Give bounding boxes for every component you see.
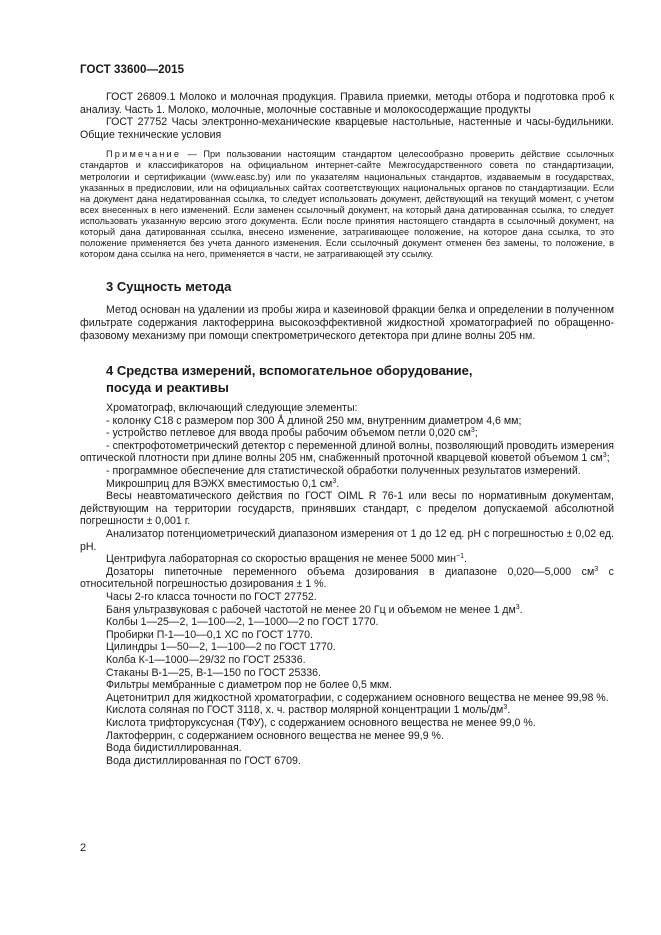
reference-item: ГОСТ 27752 Часы электронно-механические кварцевые настольные, настенные и часы-будильники. Общие технические условия: [80, 116, 614, 141]
equipment-item-tail: с относительной погрешностью дозирования ± 1 %.: [80, 565, 614, 591]
note-text: — При пользовании настоящим стандартом целесообразно проверить действие ссылочных стандартов и классификаторов на официальном интернет-сайте Межгосударственного совета по стандартизации, метрологии и сертификации (www.easc.by) или по указателям национальных стандартов, издаваемым в государствах, указанных в предисловии, или на официальных сайтах соответствующих национальных органов по стандартизации. Если на документ дана недатированная ссылка, то следует использовать документ, действующий на текущий момент, с учетом всех внесенных в него изменений. Если заменен ссылочный документ, на который дана датированная ссылка, то следует использовать указанную версию этого документа. Если после принятия настоящего стандарта в ссылочный документ, на который дана датированная ссылка, внесено изменение, затрагивающее положение, на которое дана ссылка, то это положение применяется без учета данного изменения. Если ссылочный документ отменен без замены, то положение, в котором дана ссылка на него, применяется в части, не затрагивающей эту ссылку.: [80, 149, 614, 260]
section-3-text: Метод основан на удалении из пробы жира и казеиновой фракции белка и определении в полученном фильтрате содержания лактоферрина высокоэффективной жидкостной хроматографией по обращенно-фазовому механизму при помощи спектрометрического детектора при длине волны 205 нм.: [80, 304, 614, 342]
equipment-item: [80, 427, 614, 440]
equipment-item: [80, 440, 614, 465]
equipment-item: [80, 679, 614, 692]
reference-item: ГОСТ 26809.1 Молоко и молочная продукция. Правила приемки, методы отбора и подготовка проб к анализу. Часть 1. Молоко, молочные, молочные составные и молокосодержащие продукты: [80, 91, 614, 116]
equipment-item-text: Лактоферрин, с содержанием основного вещества не менее 99,9 %.: [106, 729, 444, 742]
equipment-item-text: Колбы 1—25—2, 1—100—2, 1—1000—2 по ГОСТ 1770.: [106, 616, 379, 629]
equipment-item: [80, 755, 614, 768]
superscript: 3: [470, 427, 475, 435]
note-label: Примечание: [106, 149, 182, 160]
equipment-item: [80, 629, 614, 642]
equipment-item: [80, 402, 614, 415]
equipment-item-tail: .: [336, 477, 340, 490]
equipment-item: [80, 616, 614, 629]
equipment-item-text: - программное обеспечение для статистической обработки полученных результатов измерений.: [106, 465, 581, 478]
section-4-title-line1: 4 Средства измерений, вспомогательное оборудование,: [106, 363, 473, 379]
equipment-item: [80, 528, 614, 553]
equipment-item: [80, 478, 614, 491]
superscript: 3: [515, 603, 520, 611]
equipment-item-tail: ;: [474, 427, 478, 440]
page-number: 2: [80, 842, 87, 854]
equipment-item-text: Микрошприц для ВЭЖХ вместимостью 0,1 см: [106, 477, 333, 490]
equipment-item: [80, 654, 614, 667]
equipment-item-tail: .: [464, 553, 467, 566]
note-paragraph: [80, 149, 614, 260]
section-3-heading: 3 Сущность метода: [106, 279, 232, 295]
equipment-item-text: Кислота соляная по ГОСТ 3118, х. ч. раствор молярной концентрации 1 моль/дм: [106, 704, 504, 717]
equipment-list: [80, 402, 614, 767]
equipment-item: [80, 566, 614, 591]
equipment-item: [80, 490, 614, 528]
equipment-item: [80, 704, 614, 717]
equipment-item-tail: .: [519, 603, 523, 616]
equipment-item-text: Вода бидистиллированная.: [106, 742, 242, 755]
section-4-title-line2: посуда и реактивы: [106, 380, 229, 396]
equipment-item: [80, 717, 614, 730]
equipment-item: [80, 553, 614, 566]
equipment-item-text: Цилиндры 1—50—2, 1—100—2 по ГОСТ 1770.: [106, 641, 336, 654]
equipment-item-tail: .: [507, 704, 511, 717]
equipment-item-text: - колонку С18 с размером пор 300 Å длиной 250 мм, внутренним диаметром 4,6 мм;: [106, 414, 522, 427]
equipment-item-text: Фильтры мембранные с диаметром пор не более 0,5 мкм.: [106, 679, 392, 692]
equipment-item-text: Колба К-1—1000—29/32 по ГОСТ 25336.: [106, 653, 306, 666]
equipment-item-text: Ацетонитрил для жидкостной хроматографии, с содержанием основного вещества не менее 99,98 %.: [106, 691, 609, 704]
equipment-item: [80, 415, 614, 428]
superscript: 3: [332, 477, 337, 485]
equipment-item: [80, 604, 614, 617]
equipment-item-text: Вода дистиллированная по ГОСТ 6709.: [106, 754, 301, 767]
equipment-item: [80, 742, 614, 755]
superscript: 3: [503, 704, 508, 712]
superscript: −1: [456, 553, 464, 561]
equipment-item-text: Дозаторы пипеточные переменного объема дозирования в диапазоне 0,020—5,000 см: [106, 565, 595, 578]
equipment-item-text: Пробирки П-1—10—0,1 ХС по ГОСТ 1770.: [106, 628, 313, 641]
equipment-item: [80, 641, 614, 654]
equipment-item: [80, 692, 614, 705]
equipment-item-text: - спектрофотометрический детектор с переменной длиной волны, позволяющий проводить измерения оптической плотности при длине волны 205 нм, снабженный проточной кварцевой кюветой объемом 1 см: [80, 439, 614, 465]
equipment-item-tail: ;: [606, 452, 610, 465]
equipment-item-text: - устройство петлевое для ввода пробы рабочим объемом петли 0,020 см: [106, 427, 471, 440]
superscript: 3: [602, 452, 607, 460]
page-header: ГОСТ 33600—2015: [80, 64, 185, 76]
equipment-item: [80, 591, 614, 604]
equipment-item: [80, 465, 614, 478]
equipment-item-text: Часы 2-го класса точности по ГОСТ 27752.: [106, 591, 317, 603]
page-content: [80, 91, 614, 767]
equipment-item: [80, 730, 614, 743]
equipment-item-text: Центрифуга лабораторная со скоростью вращения не менее 5000 мин: [106, 553, 457, 566]
equipment-item-text: Весы неавтоматического действия по ГОСТ OIML R 76-1 или весы по нормативным документам, действующим на территории государств, принявших стандарт, с пределом допускаемой абсолютной погрешности ± 0,001 г.: [80, 490, 614, 528]
section-4-heading: [80, 362, 614, 396]
equipment-item-text: Анализатор потенциометрический диапазоном измерения от 1 до 12 ед. рН с погрешностью ± 0,02 ед. рН.: [80, 528, 614, 553]
equipment-item-text: Баня ультразвуковая с рабочей частотой не менее 20 Гц и объемом не менее 1 дм: [106, 603, 516, 616]
equipment-item-text: Кислота трифторуксусная (ТФУ), с содержанием основного вещества не менее 99,0 %.: [106, 716, 536, 729]
equipment-item-text: Хроматограф, включающий следующие элементы:: [106, 402, 358, 415]
equipment-item: [80, 667, 614, 680]
equipment-item-text: Стаканы В-1—25, В-1—150 по ГОСТ 25336.: [106, 666, 321, 679]
superscript: 3: [594, 565, 599, 573]
